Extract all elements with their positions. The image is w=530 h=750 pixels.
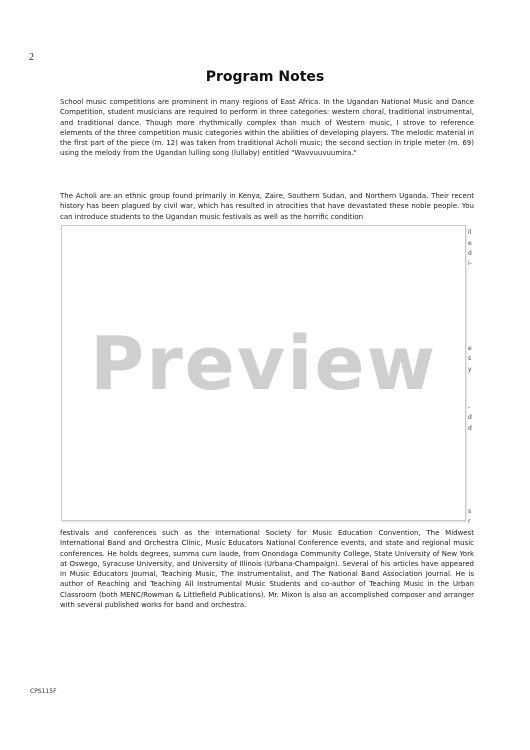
text-fragment: il	[468, 229, 472, 236]
paragraph-intro: School music competitions are prominent in many regions of East Africa. In the Ugandan National Music and Dance Competition, student musicians are required to perform in three categories: western choral, traditional instrumental, and traditional dance. Though more rhythmically complex than much of Western music, I strove to reference elements of the three competition music categories within the abilities of developing players. The melodic material in the first part of the piece (m. 12) was taken from traditional Acholi music; the second section in triple meter (m. 69) using the melody from the Ugandan lulling song (lullaby) entitled "Wavvuuvuumira."	[60, 98, 474, 158]
text-fragment: d	[468, 250, 472, 257]
catalog-code: CPS115F	[30, 688, 57, 695]
text-fragment: i-	[468, 260, 472, 267]
text-fragment: d	[468, 414, 472, 421]
page-number: 2	[29, 52, 34, 63]
paragraph-acholi: The Acholi are an ethnic group found primarily in Kenya, Zaire, Southern Sudan, and Northern Uganda. Their recent history has been plagued by civil war, which has resulted in atrocities that have devastated these noble people. You can introduce students to the Ugandan music festivals as well as the horrific condition	[60, 192, 474, 221]
text-fragment: y	[468, 366, 472, 373]
text-fragment: d	[468, 425, 472, 432]
page-title: Program Notes	[205, 69, 325, 85]
text-fragment: e	[468, 240, 472, 247]
text-fragment: s	[468, 355, 472, 362]
text-fragment: e	[468, 345, 472, 352]
paragraph-biography: festivals and conferences such as the International Society for Music Education Convention, The Midwest International Band and Orchestra Clinic, Music Educators National Conference events, and state and regional music conferences. He holds degrees, summa cum laude, from Onondaga Community College, State University of New York at Oswego, Syracuse University, and University of Illinois (Urbana-Champaign). Several of his articles have appeared in Music Educators Journal, Teaching Music, The Instrumentalist, and The National Band Association Journal. He is author of Reaching and Teaching All Instrumental Music Students and co-author of Teaching Music in the Urban Classroom (both MENC/Rowman & Littlefield Publications). Mr. Mixon is also an accomplished composer and arranger with several published works for band and orchestra.	[60, 529, 474, 610]
text-fragment: r	[468, 518, 471, 525]
text-fragment: s	[468, 508, 472, 515]
text-fragment: -	[468, 404, 471, 411]
preview-overlay	[61, 225, 466, 521]
preview-watermark: Preview	[89, 321, 438, 407]
